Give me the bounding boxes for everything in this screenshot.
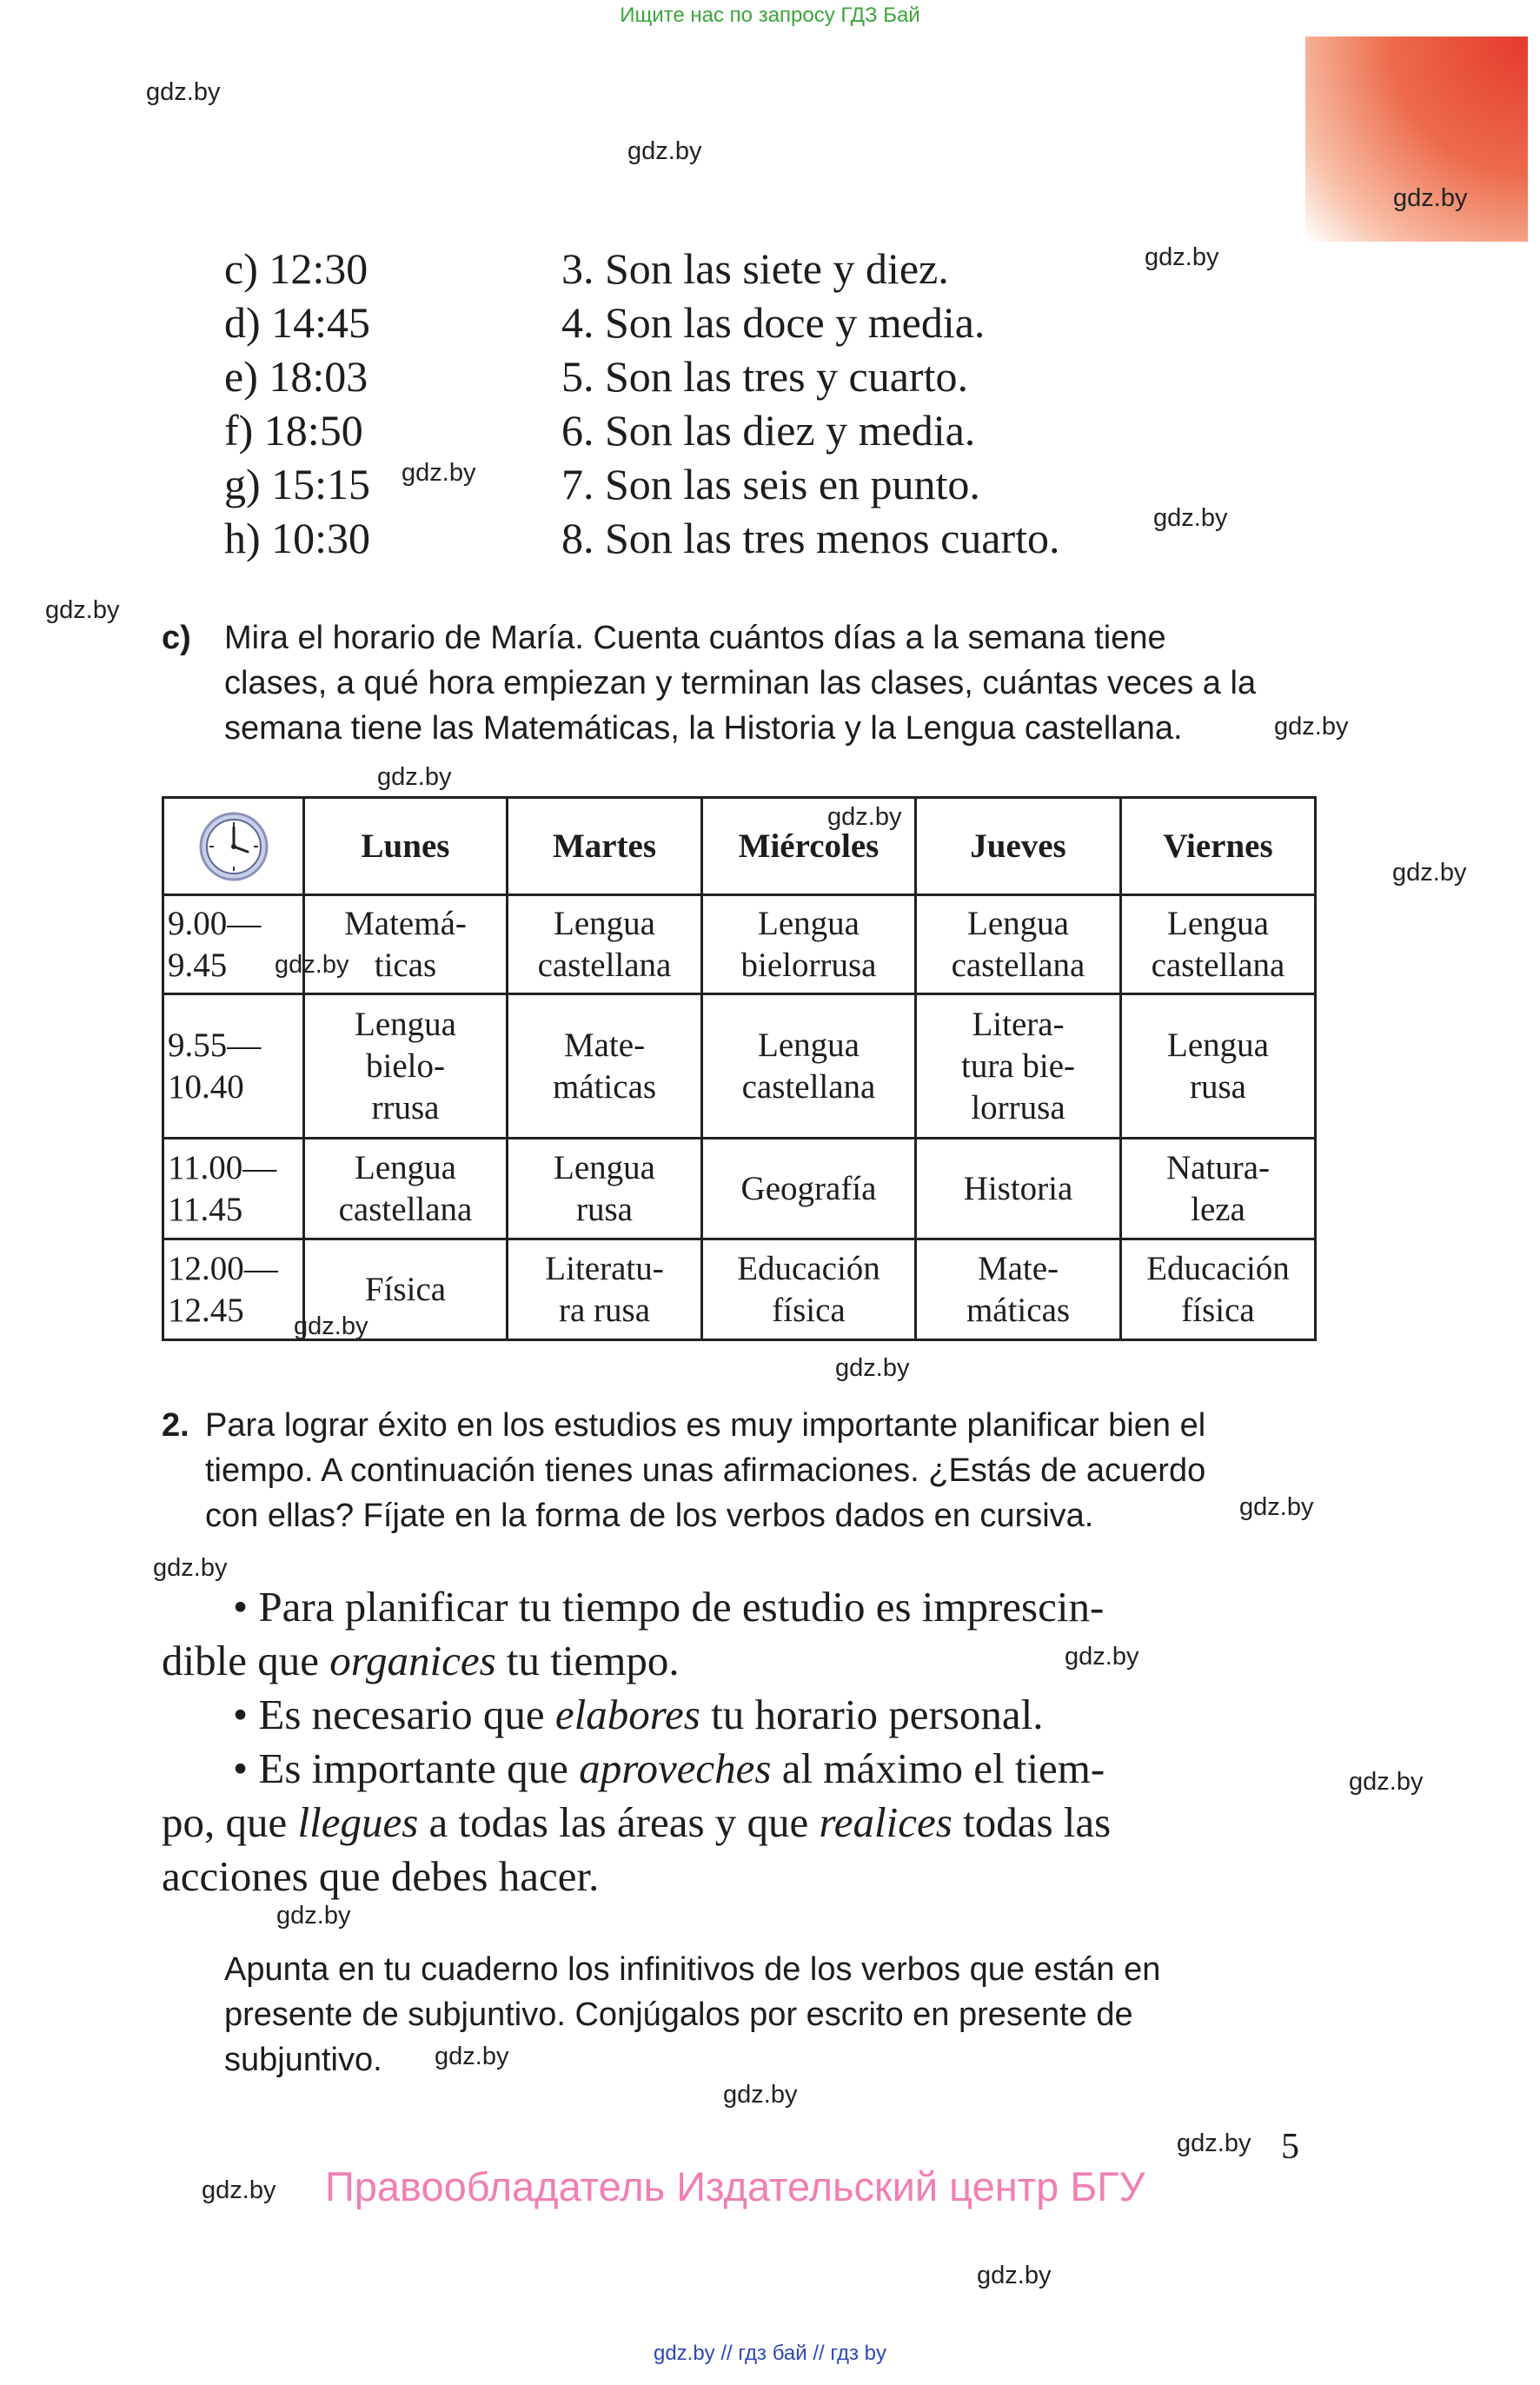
subject-cell bbox=[916, 1239, 1121, 1340]
subject-label: Historia bbox=[963, 1169, 1073, 1207]
watermark: gdz.by bbox=[377, 763, 452, 791]
footer-links[interactable]: gdz.by // гдз бай // гдз by bbox=[653, 2342, 887, 2365]
subject-label: Lengua castellana bbox=[338, 1148, 473, 1228]
text-span: • Es importante que bbox=[233, 1744, 580, 1792]
watermark: gdz.by bbox=[1274, 713, 1349, 741]
text-span: todas las bbox=[952, 1798, 1112, 1846]
watermark: gdz.by bbox=[1349, 1768, 1424, 1796]
watermark: gdz.by bbox=[827, 803, 902, 831]
subject-cell bbox=[508, 994, 702, 1139]
watermark: gdz.by bbox=[835, 1354, 910, 1382]
subject-label: Educación física bbox=[737, 1249, 880, 1329]
time-item: d) 14:45 bbox=[224, 298, 371, 347]
phrase-item: 6. Son las diez y media. bbox=[561, 406, 976, 455]
phrase-item: 8. Son las tres menos cuarto. bbox=[561, 514, 1060, 562]
task-2-line: tiempo. A continuación tienes unas afirmaciones. ¿Estás de acuerdo bbox=[205, 1452, 1206, 1489]
subject-label: Geografía bbox=[740, 1169, 877, 1207]
subject-label: Lengua bielo- rrusa bbox=[355, 1005, 456, 1126]
day-header: Martes bbox=[508, 798, 702, 895]
time-item: e) 18:03 bbox=[224, 352, 368, 401]
subject-cell bbox=[916, 895, 1121, 994]
phrase-item: 5. Son las tres y cuarto. bbox=[561, 352, 968, 401]
watermark: gdz.by bbox=[1145, 243, 1219, 271]
subject-cell bbox=[304, 1239, 508, 1340]
text-span: po, que bbox=[162, 1798, 298, 1846]
verb-italic: llegues bbox=[297, 1798, 419, 1846]
verb-italic: organices bbox=[329, 1637, 496, 1684]
subject-label: Mate- máticas bbox=[966, 1249, 1071, 1329]
watermark: gdz.by bbox=[294, 1312, 368, 1340]
time-item: f) 18:50 bbox=[224, 406, 363, 455]
time-item: g) 15:15 bbox=[224, 460, 371, 508]
time-label: 12.00— 12.45 bbox=[168, 1249, 278, 1329]
subject-label: Mate- máticas bbox=[552, 1026, 657, 1106]
subject-cell bbox=[508, 1139, 702, 1239]
day-header: Jueves bbox=[916, 798, 1121, 895]
day-header: Lunes bbox=[304, 798, 508, 895]
text-span: al máximo el tiem- bbox=[771, 1744, 1105, 1792]
subject-label: Lengua castellana bbox=[741, 1026, 876, 1106]
watermark: gdz.by bbox=[146, 78, 221, 106]
table-corner-cell bbox=[163, 798, 304, 895]
copyright-line: Правообладатель Издательский центр БГУ bbox=[325, 2163, 1145, 2209]
subject-cell bbox=[1121, 994, 1316, 1139]
text-span: dible que bbox=[162, 1637, 330, 1684]
watermark: gdz.by bbox=[45, 596, 120, 624]
subject-cell bbox=[702, 994, 916, 1139]
watermark: gdz.by bbox=[1065, 1643, 1139, 1671]
phrase-item: 4. Son las doce y media. bbox=[561, 298, 986, 347]
subject-label: Lengua castellana bbox=[537, 904, 672, 984]
subject-label: Matemá- ticas bbox=[344, 904, 467, 984]
subject-label: Educación física bbox=[1146, 1249, 1290, 1329]
table-row bbox=[163, 1239, 1316, 1340]
bullet-line bbox=[233, 1742, 1105, 1796]
subject-label: Lengua bielorrusa bbox=[740, 904, 877, 984]
watermark: gdz.by bbox=[276, 1902, 351, 1930]
watermark: gdz.by bbox=[627, 137, 702, 165]
subject-cell bbox=[508, 1239, 702, 1340]
schedule-table bbox=[162, 796, 1317, 1341]
task-c-line: semana tiene las Matemáticas, la Historia y la Lengua castellana. bbox=[224, 710, 1183, 747]
watermark: gdz.by bbox=[202, 2176, 276, 2204]
watermark: gdz.by bbox=[977, 2262, 1052, 2289]
table-header-row bbox=[163, 798, 1316, 895]
watermark: gdz.by bbox=[1177, 2129, 1251, 2157]
top-banner: Ищите нас по запросу ГДЗ Бай bbox=[620, 3, 920, 27]
clock-icon bbox=[197, 810, 270, 883]
table-row bbox=[163, 895, 1316, 994]
text-span: a todas las áreas y que bbox=[418, 1798, 820, 1846]
bullet-line bbox=[162, 1634, 680, 1688]
watermark: gdz.by bbox=[1153, 504, 1228, 532]
subject-cell bbox=[304, 895, 508, 994]
instruction-line: presente de subjuntivo. Conjúgalos por escrito en presente de bbox=[224, 1996, 1133, 2033]
watermark: gdz.by bbox=[1392, 859, 1467, 887]
verb-italic: realices bbox=[819, 1798, 953, 1846]
time-item: c) 12:30 bbox=[224, 244, 368, 293]
instruction-line: Apunta en tu cuaderno los infinitivos de los verbos que están en bbox=[224, 1951, 1161, 1988]
task-2-label: 2. bbox=[162, 1407, 189, 1444]
text-span: tu horario personal. bbox=[700, 1691, 1044, 1738]
time-cell bbox=[163, 895, 304, 994]
verb-italic: elabores bbox=[554, 1691, 700, 1738]
watermark: gdz.by bbox=[275, 951, 349, 979]
time-label: 9.00— 9.45 bbox=[168, 904, 262, 984]
bullet-line: • Para planificar tu tiempo de estudio es imprescin- bbox=[233, 1583, 1105, 1631]
watermark: gdz.by bbox=[1239, 1493, 1314, 1521]
task-2-line: Para lograr éxito en los estudios es muy importante planificar bien el bbox=[205, 1407, 1206, 1444]
verb-italic: aproveches bbox=[579, 1744, 772, 1792]
bullet-line: acciones que debes hacer. bbox=[162, 1852, 600, 1900]
subject-label: Lengua rusa bbox=[554, 1148, 655, 1228]
text-span: tu tiempo. bbox=[495, 1637, 680, 1684]
task-c-line: Mira el horario de María. Cuenta cuántos días a la semana tiene bbox=[224, 620, 1166, 656]
time-cell bbox=[163, 1239, 304, 1340]
page-number: 5 bbox=[1281, 2127, 1299, 2167]
text-span: • Es necesario que bbox=[233, 1691, 555, 1738]
subject-cell bbox=[916, 994, 1121, 1139]
bullet-line bbox=[162, 1796, 1111, 1850]
subject-cell bbox=[1121, 1239, 1316, 1340]
subject-cell bbox=[508, 895, 702, 994]
subject-cell bbox=[1121, 895, 1316, 994]
time-cell bbox=[163, 1139, 304, 1239]
task-c-line: clases, a qué hora empiezan y terminan las clases, cuántas veces a la bbox=[224, 665, 1257, 701]
table-row bbox=[163, 994, 1316, 1139]
subject-label: Lengua castellana bbox=[1151, 904, 1285, 984]
time-label: 11.00— 11.45 bbox=[168, 1148, 277, 1228]
task-2-line: con ellas? Fíjate en la forma de los verbos dados en cursiva. bbox=[205, 1498, 1094, 1534]
subject-label: Natura- leza bbox=[1165, 1148, 1271, 1228]
subject-label: Literatu- ra rusa bbox=[545, 1249, 664, 1329]
subject-label: Lengua castellana bbox=[951, 904, 1085, 984]
subject-label: Lengua rusa bbox=[1167, 1026, 1269, 1106]
task-c-label: c) bbox=[162, 620, 191, 656]
watermark: gdz.by bbox=[153, 1554, 228, 1582]
subject-cell bbox=[1121, 1139, 1316, 1239]
bullet-line bbox=[233, 1688, 1043, 1742]
subject-cell bbox=[916, 1139, 1121, 1239]
subject-cell bbox=[702, 1139, 916, 1239]
phrase-item: 3. Son las siete y diez. bbox=[561, 244, 949, 293]
table-row bbox=[163, 1139, 1316, 1239]
subject-cell bbox=[702, 1239, 916, 1340]
watermark: gdz.by bbox=[1393, 184, 1468, 212]
day-header: Viernes bbox=[1121, 798, 1316, 895]
instruction-line: subjuntivo. bbox=[224, 2042, 382, 2078]
watermark: gdz.by bbox=[435, 2043, 509, 2070]
phrase-item: 7. Son las seis en punto. bbox=[561, 460, 980, 508]
watermark: gdz.by bbox=[402, 459, 476, 487]
watermark: gdz.by bbox=[723, 2081, 798, 2109]
time-label: 9.55— 10.40 bbox=[168, 1026, 262, 1106]
time-item: h) 10:30 bbox=[224, 514, 371, 562]
subject-cell bbox=[304, 994, 508, 1139]
subject-cell bbox=[304, 1139, 508, 1239]
subject-cell bbox=[702, 895, 916, 994]
subject-label: Litera- tura bie- lorrusa bbox=[960, 1005, 1075, 1126]
time-cell bbox=[163, 994, 304, 1139]
subject-label: Física bbox=[364, 1270, 447, 1308]
day-header: Miércoles bbox=[702, 798, 916, 895]
